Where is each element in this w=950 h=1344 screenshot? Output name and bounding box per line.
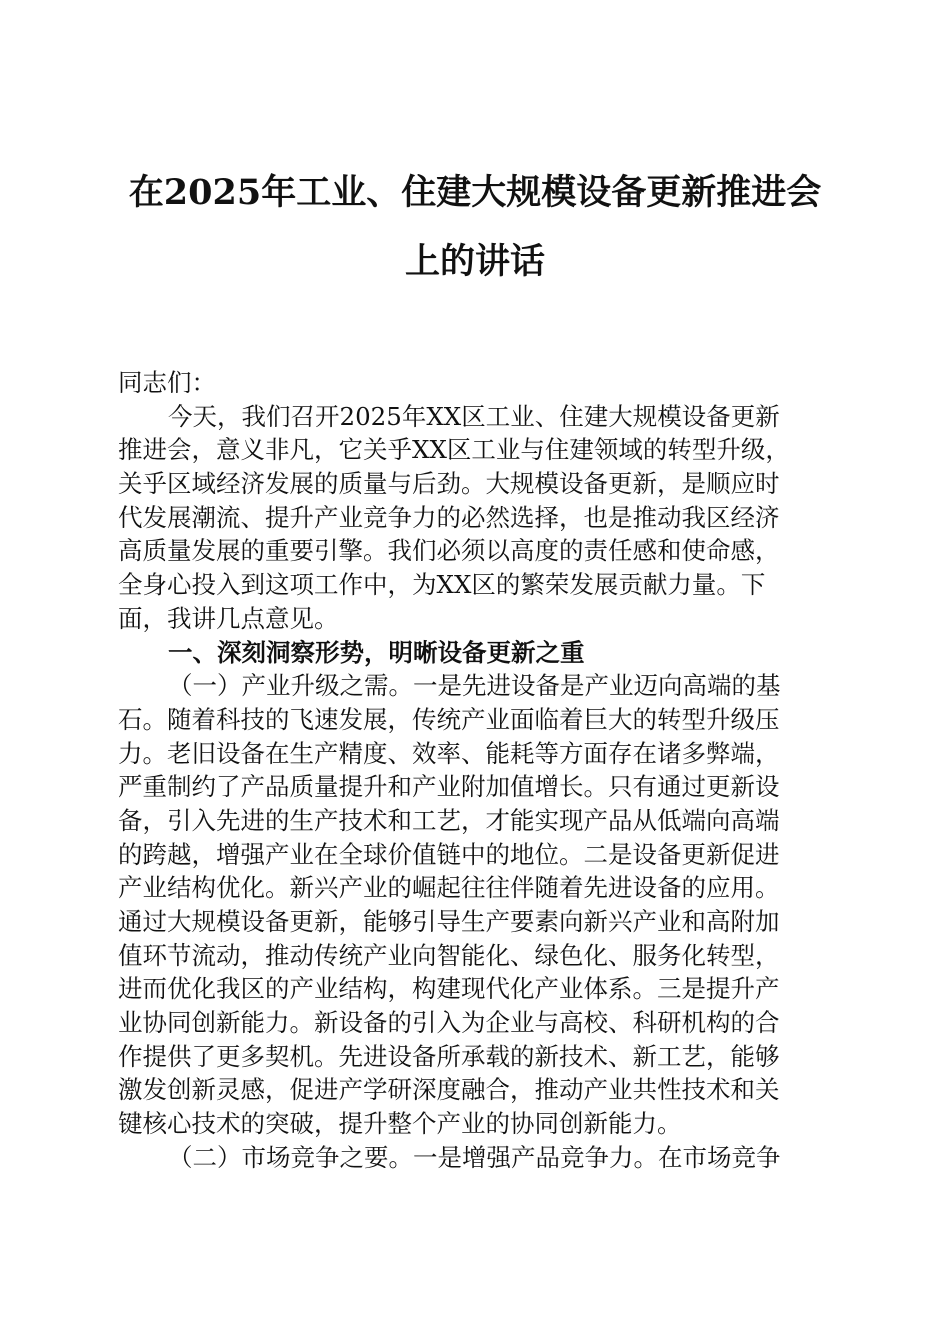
salutation: 同志们：: [118, 368, 216, 397]
document-title-line-2: 上的讲话: [404, 241, 545, 282]
paragraph-line: 关乎区域经济发展的质量与后劲。大规模设备更新，是顺应时: [118, 469, 780, 499]
paragraph-line: 推进会，意义非凡，它关乎XX区工业与住建领域的转型升级，: [118, 435, 790, 465]
paragraph-line: 备，引入先进的生产技术和工艺，才能实现产品从低端向高端: [118, 805, 780, 835]
paragraph-line: 进而优化我区的产业结构，构建现代化产业体系。三是提升产: [118, 974, 780, 1004]
paragraph-line: 激发创新灵感，促进产学研深度融合，推动产业共性技术和关: [118, 1075, 780, 1105]
paragraph-line: 今天，我们召开2025年XX区工业、住建大规模设备更新: [168, 401, 780, 431]
paragraph-line: 力。老旧设备在生产精度、效率、能耗等方面存在诸多弊端，: [118, 738, 780, 768]
paragraph-line: （一）产业升级之需。一是先进设备是产业迈向高端的基: [168, 671, 781, 701]
paragraph-line: 通过大规模设备更新，能够引导生产要素向新兴产业和高附加: [118, 907, 780, 936]
document-body: [118, 366, 834, 1175]
paragraph-line: 面，我讲几点意见。: [118, 603, 339, 633]
paragraph-line: 的跨越，增强产业在全球价值链中的地位。二是设备更新促进: [118, 839, 780, 869]
paragraph-line: 键核心技术的突破，提升整个产业的协同创新能力。: [118, 1109, 682, 1139]
paragraph-line: 作提供了更多契机。先进设备所承载的新技术、新工艺，能够: [118, 1041, 780, 1071]
paragraph-line: 值环节流动，推动传统产业向智能化、绿色化、服务化转型，: [118, 940, 780, 970]
paragraph-line: 代发展潮流、提升产业竞争力的必然选择，也是推动我区经济: [118, 502, 780, 532]
paragraph-line: 产业结构优化。新兴产业的崛起往往伴随着先进设备的应用。: [118, 873, 780, 903]
paragraph-line: 全身心投入到这项工作中，为XX区的繁荣发展贡献力量。下: [118, 570, 766, 600]
paragraph-line: （二）市场竞争之要。一是增强产品竞争力。在市场竞争: [168, 1142, 781, 1172]
section-heading: 一、深刻洞察形势，明晰设备更新之重: [168, 637, 585, 667]
paragraph-line: 业协同创新能力。新设备的引入为企业与高校、科研机构的合: [118, 1008, 780, 1038]
paragraph-line: 严重制约了产品质量提升和产业附加值增长。只有通过更新设: [118, 772, 780, 802]
paragraph-line: 石。随着科技的飞速发展，传统产业面临着巨大的转型升级压: [118, 704, 780, 734]
paragraph-line: 高质量发展的重要引擎。我们必须以高度的责任感和使命感，: [118, 536, 780, 566]
document-title-line-1: 在2025年工业、住建大规模设备更新推进会: [128, 172, 822, 213]
